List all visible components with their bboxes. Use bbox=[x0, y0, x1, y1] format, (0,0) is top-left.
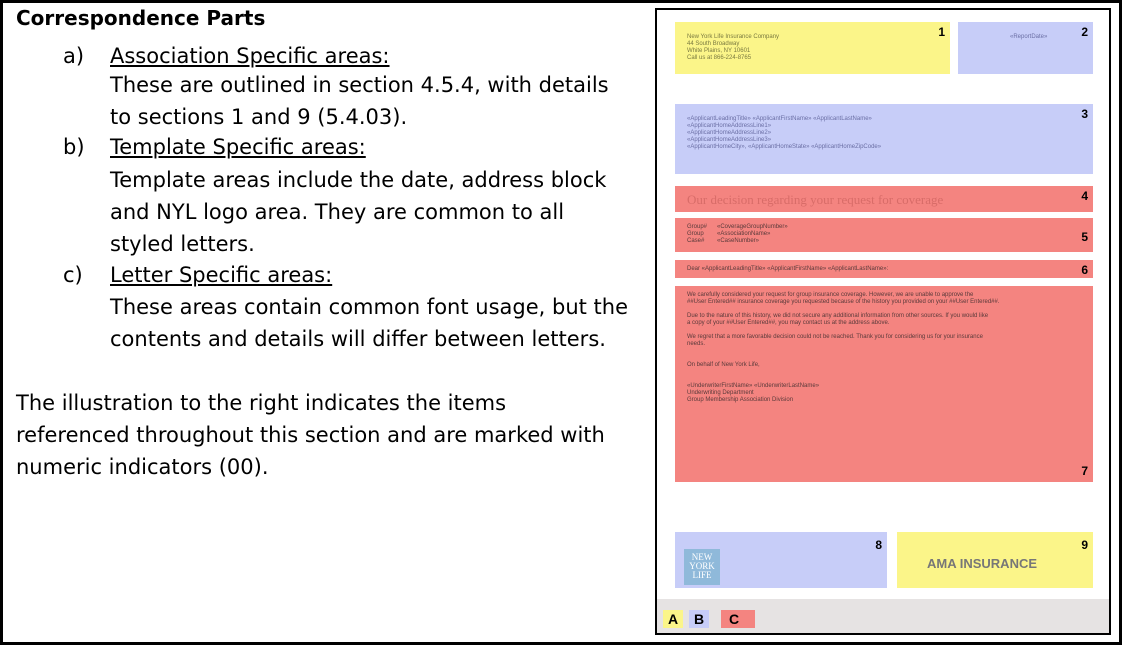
letter-illustration bbox=[655, 8, 1111, 635]
body-line: We carefully considered your request for group insurance coverage. However, we are unable to approve the bbox=[687, 292, 974, 298]
item-c-line: contents and details will differ between letters. bbox=[110, 327, 606, 351]
body-line: ##User Entered## insurance coverage you requested because of the history you provided on your ##User Entered##. bbox=[687, 299, 1000, 305]
salutation: Dear «ApplicantLeadingTitle» «ApplicantFirstName» «ApplicantLastName»: bbox=[687, 266, 889, 272]
area-7-letter-body bbox=[675, 286, 1093, 482]
reference-value: «CoverageGroupNumber» bbox=[717, 224, 788, 230]
item-b-line: and NYL logo area. They are common to all bbox=[110, 200, 565, 224]
legend-a: A bbox=[663, 610, 683, 628]
logo-word: LIFE bbox=[692, 570, 712, 580]
reference-row bbox=[687, 231, 788, 238]
body-line: Underwriting Department bbox=[687, 390, 754, 396]
note-line: numeric indicators (00). bbox=[16, 455, 269, 479]
area-number: 9 bbox=[1081, 538, 1088, 552]
body-line bbox=[687, 369, 1000, 376]
item-c-letter: c) bbox=[63, 263, 83, 287]
area-4-subject bbox=[675, 186, 1093, 212]
item-b-line: styled letters. bbox=[110, 232, 255, 256]
logo-word: NEW bbox=[691, 552, 713, 562]
letterhead-text bbox=[687, 34, 779, 62]
item-a-title: Association Specific areas: bbox=[110, 44, 390, 68]
illustration-note bbox=[16, 387, 605, 483]
address-line: «ApplicantLeadingTitle» «ApplicantFirstName» «ApplicantLastName» bbox=[687, 116, 872, 122]
item-c-line: These areas contain common font usage, but the bbox=[110, 295, 628, 319]
item-b-body bbox=[110, 164, 606, 260]
item-c-body bbox=[110, 291, 628, 355]
item-a-line: These are outlined in section 4.5.4, with details bbox=[110, 73, 609, 97]
legend-b: B bbox=[689, 610, 709, 628]
letterhead-line: New York Life Insurance Company bbox=[687, 34, 780, 40]
address-line: «ApplicantHomeAddressLine3» bbox=[687, 137, 772, 143]
body-line bbox=[687, 376, 1000, 383]
reference-value: «CaseNumber» bbox=[717, 238, 760, 244]
body-line: Group Membership Association Division bbox=[687, 397, 794, 403]
area-9-association-logo bbox=[897, 532, 1093, 588]
body-line: We regret that a more favorable decision could not be reached. Thank you for considering us for your insurance bbox=[687, 334, 983, 340]
area-number: 1 bbox=[938, 25, 945, 39]
body-line: needs. bbox=[687, 341, 706, 347]
area-number: 8 bbox=[875, 538, 882, 552]
reference-key: Case# bbox=[687, 238, 705, 244]
area-6-salutation bbox=[675, 260, 1093, 278]
body-line bbox=[687, 348, 1000, 355]
area-number: 7 bbox=[1081, 464, 1088, 478]
item-a-letter: a) bbox=[63, 44, 85, 68]
reference-value: «AssociationName» bbox=[717, 231, 771, 237]
item-b-line: Template areas include the date, address block bbox=[110, 168, 607, 192]
area-number: 3 bbox=[1081, 107, 1088, 121]
area-number: 5 bbox=[1081, 230, 1088, 244]
item-b-letter: b) bbox=[63, 135, 85, 159]
ama-insurance-logo: AMA INSURANCE bbox=[927, 556, 1038, 571]
letterhead-line: Call us at 866-224-8765 bbox=[687, 55, 752, 61]
reference-key: Group# bbox=[687, 224, 708, 230]
body-line: Due to the nature of this history, we did not secure any additional information from other sources. If you would like bbox=[687, 313, 989, 319]
report-date: «ReportDate» bbox=[1010, 34, 1048, 40]
area-2-date bbox=[958, 22, 1093, 74]
area-5-reference bbox=[675, 218, 1093, 252]
area-1-letterhead bbox=[675, 22, 950, 74]
logo-word: YORK bbox=[689, 561, 715, 571]
area-3-address-block bbox=[675, 104, 1093, 174]
item-a-body bbox=[110, 69, 609, 133]
reference-key: Group bbox=[687, 231, 704, 237]
new-york-life-logo bbox=[684, 549, 720, 585]
note-line: The illustration to the right indicates the items bbox=[16, 391, 507, 415]
body-line: On behalf of New York Life, bbox=[687, 362, 760, 368]
area-number: 6 bbox=[1081, 263, 1088, 277]
document-frame bbox=[3, 3, 1119, 642]
subject-line: Our decision regarding your request for coverage bbox=[687, 192, 944, 207]
body-line bbox=[687, 355, 1000, 362]
area-8-nyl-logo bbox=[675, 532, 887, 588]
address-line: «ApplicantHomeCity», «ApplicantHomeState» «ApplicantHomeZipCode» bbox=[687, 144, 882, 150]
body-line: «UnderwriterFirstName» «UnderwriterLastName» bbox=[687, 383, 820, 389]
address-block-text bbox=[687, 116, 881, 151]
letter-body-text bbox=[687, 292, 1000, 404]
body-line: a copy of your ##User Entered##, you may contact us at the address above. bbox=[687, 320, 890, 326]
body-line bbox=[687, 327, 1000, 334]
item-a-line: to sections 1 and 9 (5.4.03). bbox=[110, 105, 408, 129]
note-line: referenced throughout this section and are marked with bbox=[16, 423, 605, 447]
letterhead-line: 44 South Broadway bbox=[687, 41, 740, 47]
address-line: «ApplicantHomeAddressLine2» bbox=[687, 130, 772, 136]
legend-bar bbox=[657, 599, 1109, 633]
reference-rows bbox=[687, 224, 788, 245]
area-number: 4 bbox=[1081, 189, 1088, 203]
reference-row bbox=[687, 224, 788, 231]
item-c-title: Letter Specific areas: bbox=[110, 263, 333, 287]
area-number: 2 bbox=[1081, 25, 1088, 39]
body-line bbox=[687, 306, 1000, 313]
reference-row bbox=[687, 238, 788, 245]
item-b-title: Template Specific areas: bbox=[110, 135, 366, 159]
section-heading: Correspondence Parts bbox=[16, 6, 266, 30]
legend-c: C bbox=[721, 610, 755, 628]
address-line: «ApplicantHomeAddressLine1» bbox=[687, 123, 772, 129]
letterhead-line: White Plains, NY 10601 bbox=[687, 48, 751, 54]
